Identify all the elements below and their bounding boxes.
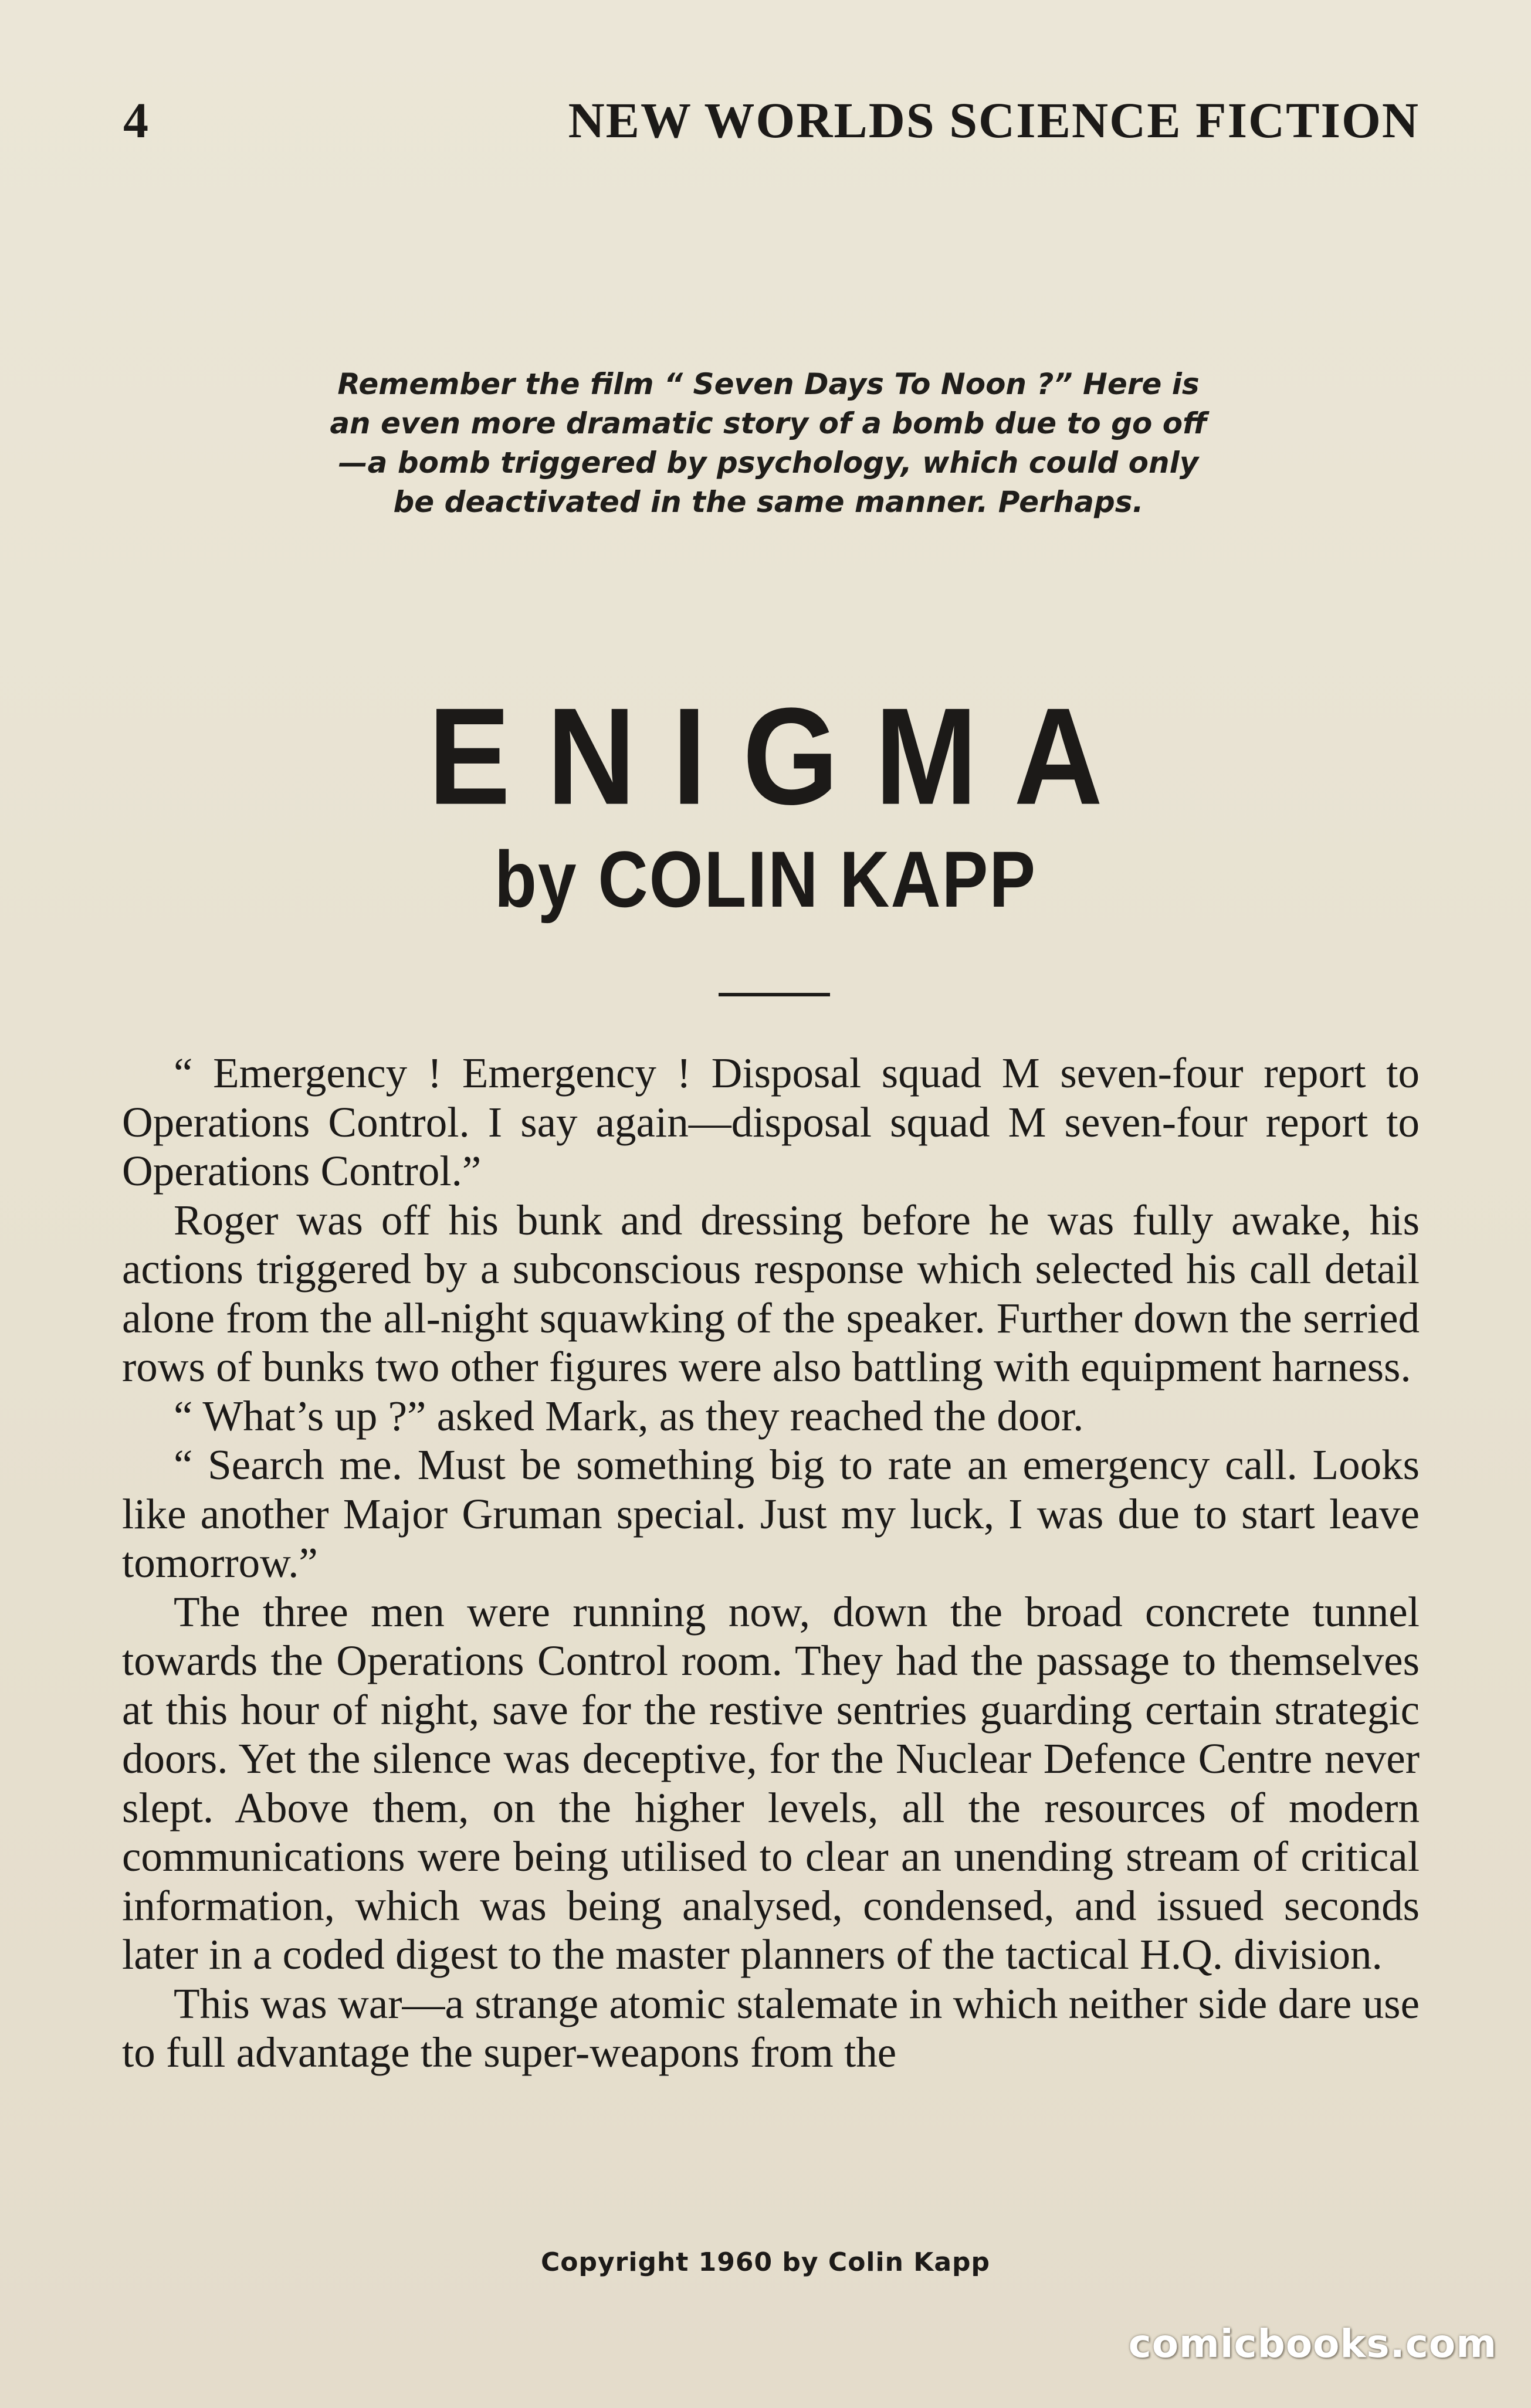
story-paragraph: “ Emergency ! Emergency ! Disposal squad M seven-four report to Operations Control. I say again—disposal squad M seven-four report to Operations Control.” [122,1049,1420,1195]
story-paragraph: “ What’s up ?” asked Mark, as they reached the door. [174,1392,1084,1440]
page-number: 4 [123,92,150,148]
story-body [122,1049,1420,2077]
copyright-notice: Copyright 1960 by Colin Kapp [540,2247,991,2277]
site-watermark: comicbooks.com [1128,2321,1497,2366]
magazine-title: NEW WORLDS SCIENCE FICTION [568,92,1420,148]
story-paragraph: This was war—a strange atomic stalemate in which neither side dare use to full advantage the super-weapons from the [122,1979,1420,2076]
story-paragraph: The three men were running now, down the broad concrete tunnel towards the Operations Control room. They had the passage to themselves at this hour of night, save for the restive sentries guarding certain strategic doors. Yet the silence was deceptive, for the Nuclear Defence Centre never slept. Above them, on the higher levels, all the resources of modern communications were being utilised to clear an unending stream of critical information, which was being analysed, condensed, and issued seconds later in a coded digest to the master planners of the tactical H.Q. division. [122,1588,1420,1978]
title-divider [719,993,830,996]
story-paragraph: “ Search me. Must be something big to rate an emergency call. Looks like another Major Gruman special. Just my luck, I was due to start leave tomorrow.” [122,1441,1420,1586]
story-blurb: Remember the film “ Seven Days To Noon ?” Here is an even more dramatic story of a bomb due to go off —a bomb triggered by psychology, which could only be deactivated in the same manner. Perhaps. [330,367,1207,519]
running-header [123,88,1420,152]
story-title: ENIGMA [428,679,1139,834]
story-paragraph: Roger was off his bunk and dressing before he was fully awake, his actions triggered by a subconscious response which selected his call detail alone from the all-night squawking of the speaker. Further down the serried rows of bunks two other figures were also battling with equipment harness. [122,1196,1420,1390]
story-byline: by COLIN KAPP [494,835,1037,924]
